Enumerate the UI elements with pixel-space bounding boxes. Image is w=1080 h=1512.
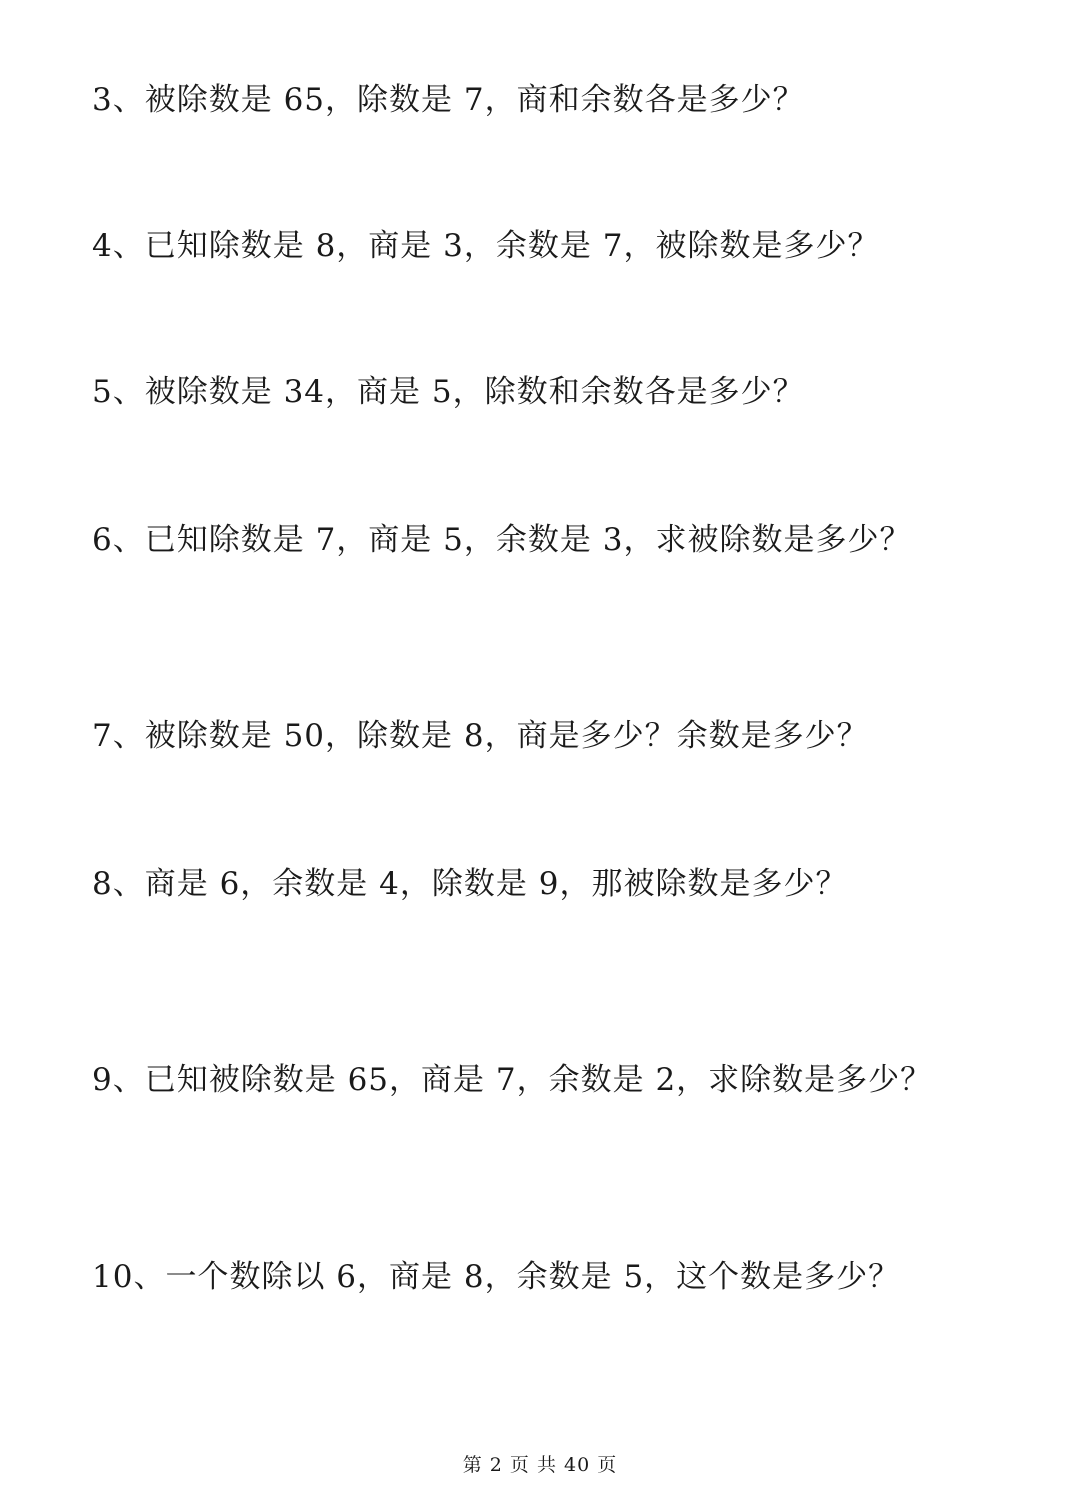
question-3: 3、被除数是 65，除数是 7，商和余数各是多少？ [92,82,805,118]
question-8: 8、商是 6，余数是 4，除数是 9，那被除数是多少？ [92,866,848,902]
question-4: 4、已知除数是 8，商是 3，余数是 7，被除数是多少？ [92,228,880,264]
question-6: 6、已知除数是 7，商是 5，余数是 3，求被除数是多少？ [92,522,912,558]
question-10: 10、一个数除以 6，商是 8，余数是 5，这个数是多少？ [92,1259,901,1295]
question-7: 7、被除数是 50，除数是 8，商是多少？余数是多少？ [92,718,869,754]
page-number-footer: 第 2 页 共 40 页 [462,1454,618,1476]
question-5: 5、被除数是 34，商是 5，除数和余数各是多少？ [92,374,805,410]
question-9: 9、已知被除数是 65，商是 7，余数是 2，求除数是多少？ [92,1062,933,1098]
